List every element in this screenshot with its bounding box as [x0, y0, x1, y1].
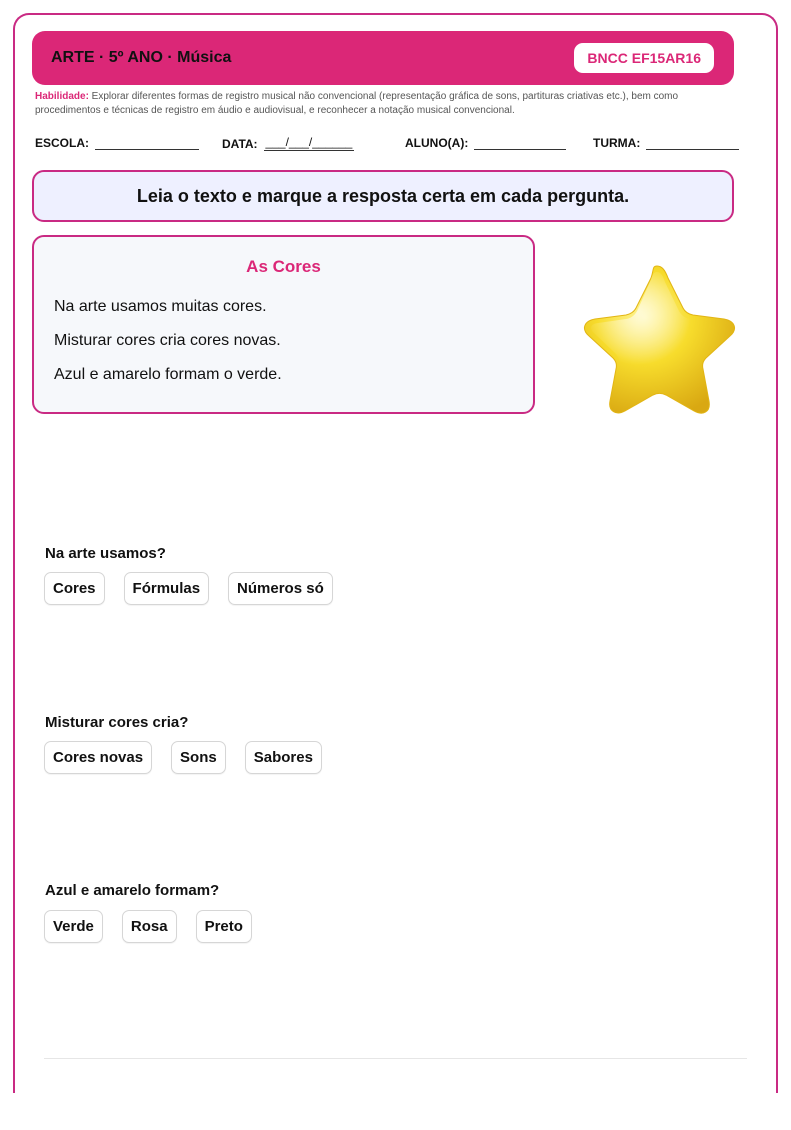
options-3	[44, 910, 252, 943]
option-button[interactable]: Números só	[228, 572, 333, 605]
skill-description	[35, 90, 735, 118]
star-icon	[572, 258, 742, 418]
option-button[interactable]: Cores	[44, 572, 105, 605]
reading-card	[32, 235, 535, 414]
reading-line: Azul e amarelo formam o verde.	[54, 366, 282, 383]
reading-line: Misturar cores cria cores novas.	[54, 332, 281, 349]
date-label: DATA:	[222, 137, 258, 151]
question-2: Misturar cores cria?	[45, 714, 189, 731]
option-button[interactable]: Cores novas	[44, 741, 152, 774]
school-label: ESCOLA:	[35, 136, 89, 150]
school-blank[interactable]	[95, 135, 199, 150]
student-blank[interactable]	[474, 135, 566, 150]
instruction-text: Leia o texto e marque a resposta certa em cada pergunta.	[136, 185, 630, 206]
date-blank[interactable]: ___/___/______	[265, 135, 353, 149]
question-3: Azul e amarelo formam?	[45, 882, 220, 899]
school-field[interactable]	[35, 135, 199, 150]
footer-divider	[44, 1058, 747, 1059]
reading-line: Na arte usamos muitas cores.	[54, 298, 267, 315]
bncc-badge: BNCC EF15AR16	[574, 43, 714, 73]
header-title: ARTE · 5º ANO · Música	[51, 49, 232, 66]
option-button[interactable]: Preto	[196, 910, 252, 943]
options-2	[44, 741, 322, 774]
option-button[interactable]: Fórmulas	[124, 572, 210, 605]
skill-text: Explorar diferentes formas de registro musical não convencional (representação gráfica de sons, partituras criativas etc.), bem como procedimentos e técnicas de registro em áudio e audiovisual, e reconhecer a notação musical convencional.	[35, 91, 679, 116]
option-button[interactable]: Sabores	[245, 741, 322, 774]
class-blank[interactable]	[646, 135, 739, 150]
student-label: ALUNO(A):	[405, 136, 469, 150]
option-button[interactable]: Rosa	[122, 910, 177, 943]
date-field[interactable]	[222, 135, 354, 151]
option-button[interactable]: Sons	[171, 741, 226, 774]
skill-label: Habilidade:	[35, 91, 89, 102]
class-field[interactable]	[593, 135, 739, 150]
reading-title: As Cores	[246, 257, 321, 276]
question-1: Na arte usamos?	[45, 545, 166, 562]
student-info-row	[35, 135, 735, 155]
student-field[interactable]	[405, 135, 566, 150]
options-1	[44, 572, 333, 605]
instruction-box	[32, 170, 734, 222]
option-button[interactable]: Verde	[44, 910, 103, 943]
class-label: TURMA:	[593, 136, 641, 150]
header-bar	[32, 31, 734, 85]
